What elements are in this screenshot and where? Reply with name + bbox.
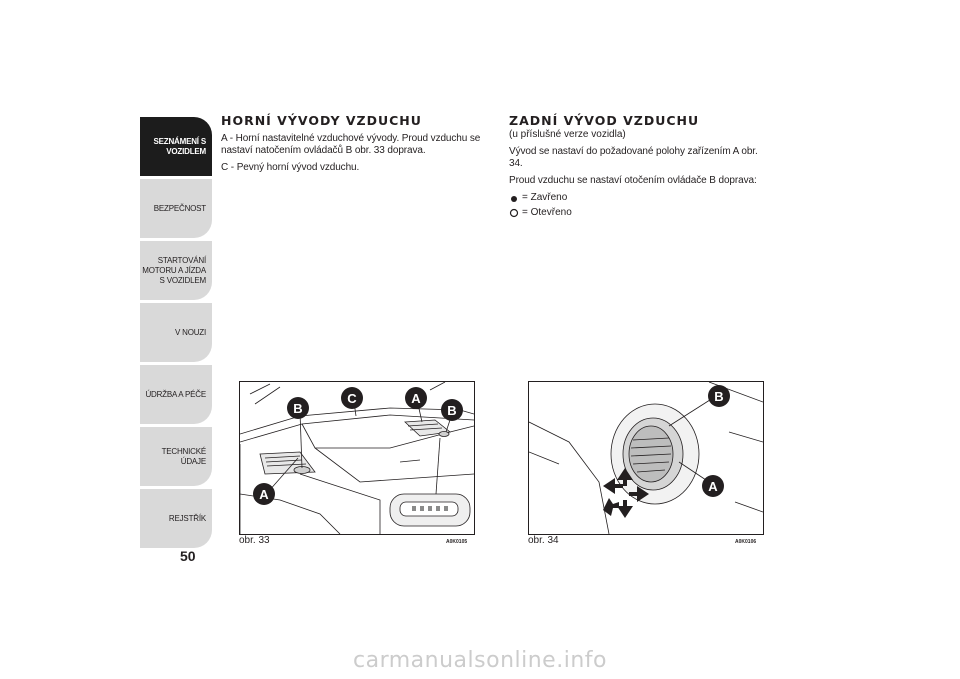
- callout-b: B: [293, 401, 303, 416]
- paragraph: Proud vzduchu se nastaví otočením ovládače B doprava:: [509, 175, 757, 186]
- tab-bezpecnost[interactable]: [140, 179, 212, 238]
- rear-vent-section: [509, 114, 769, 222]
- paragraph: Vývod se nastaví do požadované polohy zařízením A obr. 34.: [509, 146, 758, 169]
- figure-callouts: [702, 385, 730, 497]
- section-subheading: (u příslušné verze vozidla): [509, 129, 626, 140]
- figure-code: A0K0105: [446, 539, 468, 545]
- figure-code: A0K0106: [735, 539, 757, 545]
- tab-startovani[interactable]: [140, 241, 212, 300]
- tab-label: TECHNICKÉ ÚDAJE: [161, 446, 206, 466]
- legend-open: [509, 207, 769, 219]
- open-circle-icon: [509, 208, 519, 218]
- tab-label: SEZNÁMENÍ S VOZIDLEM: [153, 136, 206, 156]
- tab-label: BEZPEČNOST: [153, 203, 206, 213]
- paragraph: A - Horní nastavitelné vzduchové vývody. Proud vzduchu se nastaví natočením ovládačů B obr. 33 doprava.: [221, 133, 481, 156]
- tab-udrzba[interactable]: [140, 365, 212, 424]
- tab-rejstrik[interactable]: [140, 489, 212, 548]
- section-heading: ZADNÍ VÝVOD VZDUCHU: [509, 113, 700, 128]
- watermark: carmanualsonline.info: [353, 648, 607, 673]
- callout-a: A: [411, 391, 421, 406]
- upper-vents-illustration: [240, 382, 474, 534]
- upper-vents-section: [221, 114, 481, 179]
- paragraph: C - Pevný horní vývod vzduchu.: [221, 162, 360, 173]
- tab-technicke-udaje[interactable]: [140, 427, 212, 486]
- figure-33: [239, 381, 475, 535]
- tab-v-nouzi[interactable]: [140, 303, 212, 362]
- tab-seznameni[interactable]: [140, 117, 212, 176]
- callout-b: B: [447, 403, 457, 418]
- legend-closed: [509, 192, 769, 204]
- tab-label: STARTOVÁNÍ MOTORU A JÍZDA S VOZIDLEM: [142, 255, 206, 285]
- section-heading: HORNÍ VÝVODY VZDUCHU: [221, 113, 422, 128]
- tab-label: REJSTŘÍK: [168, 513, 206, 523]
- callout-c: C: [347, 391, 357, 406]
- figure-caption: obr. 34: [528, 535, 559, 546]
- chapter-tabs: [140, 117, 212, 551]
- filled-circle-icon: [509, 193, 519, 203]
- figure-caption: obr. 33: [239, 535, 270, 546]
- figure-callouts: [253, 387, 463, 505]
- callout-b: B: [714, 389, 724, 404]
- callout-a: A: [259, 487, 269, 502]
- rear-vent-illustration: [529, 382, 763, 534]
- legend-text: = Zavřeno: [522, 192, 568, 203]
- page-number: 50: [180, 548, 196, 564]
- figure-34: [528, 381, 764, 535]
- callout-a: A: [708, 479, 718, 494]
- legend-text: = Otevřeno: [522, 207, 572, 218]
- tab-label: ÚDRŽBA A PÉČE: [145, 389, 206, 399]
- tab-label: V NOUZI: [174, 327, 206, 337]
